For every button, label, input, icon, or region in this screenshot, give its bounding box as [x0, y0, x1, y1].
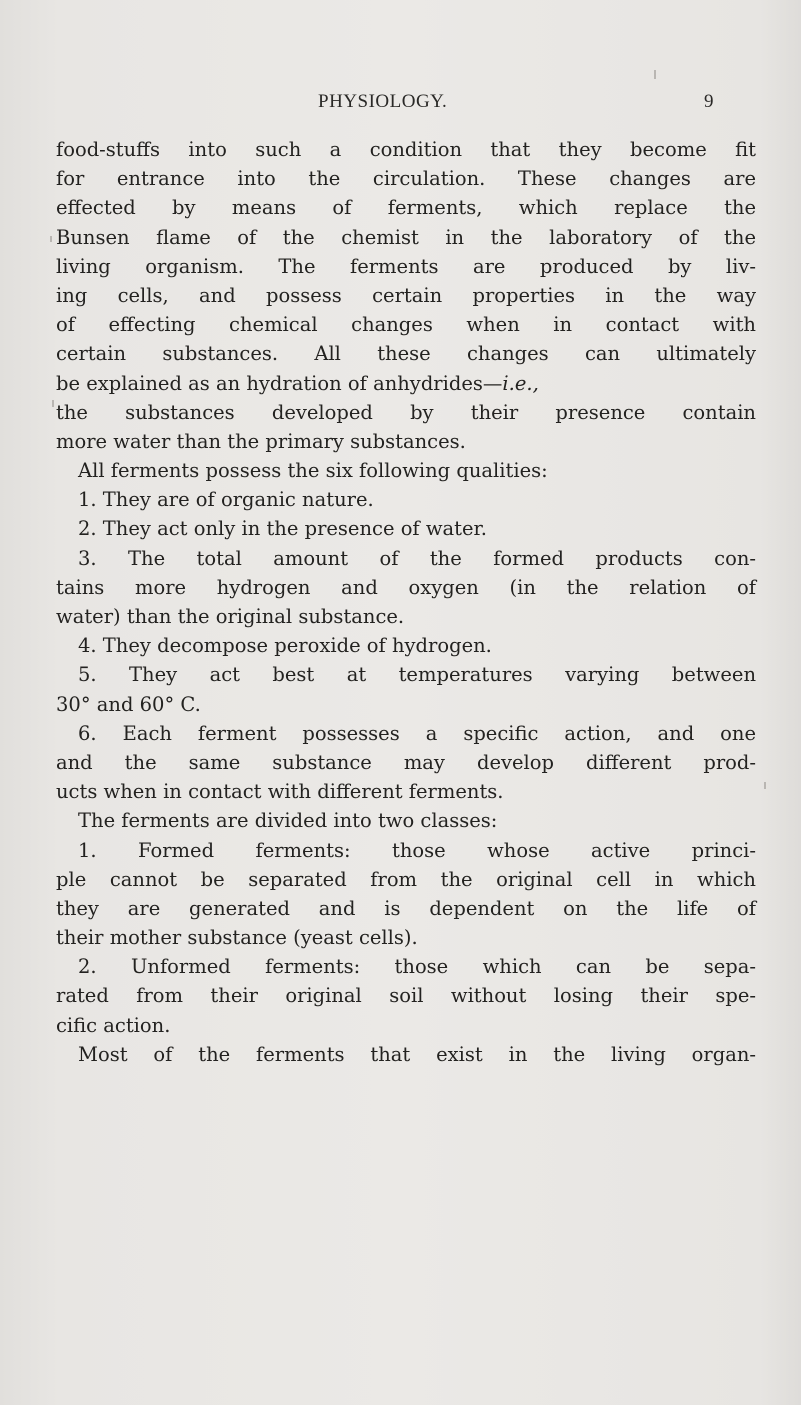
list-item: 5. They act best at temperatures varying between: [78, 663, 756, 687]
text-line: water) than the original substance.: [56, 605, 405, 628]
list-item: 6. Each ferment possesses a specific action, and one: [78, 721, 756, 745]
text-line: their mother substance (yeast cells).: [56, 926, 418, 950]
list-item: 2. Unformed ferments: those which can be sepa-: [78, 955, 756, 979]
text-line: they are generated and is dependent on the life of: [56, 896, 756, 920]
text-line: for entrance into the circulation. These changes are: [56, 167, 756, 191]
page-number: 9: [704, 91, 714, 112]
text-line: the substances developed by their presence contain: [56, 400, 756, 424]
text-line: tains more hydrogen and oxygen (in the relation of: [56, 575, 756, 599]
text-line: Most of the ferments that exist in the living organ-: [78, 1042, 756, 1066]
text-line: and the same substance may develop different prod-: [56, 750, 756, 774]
text-line: The ferments are divided into two classes:: [78, 809, 498, 833]
list-item: 1. They are of organic nature.: [78, 488, 374, 512]
text-line: living organism. The ferments are produced by liv-: [56, 254, 756, 278]
text-line: cific action.: [56, 1013, 171, 1037]
margin-speck: [764, 782, 766, 789]
text-line: ucts when in contact with different ferments.: [56, 780, 504, 804]
list-item: 1. Formed ferments: those whose active princi-: [78, 838, 756, 862]
text-line: [56, 369, 756, 398]
list-item: 2. They act only in the presence of water.: [78, 517, 487, 541]
text-segment: be explained as an hydration of anhydrides—: [56, 371, 503, 395]
list-item: 4. They decompose peroxide of hydrogen.: [78, 634, 492, 658]
page-header: [0, 91, 801, 115]
margin-speck: [52, 400, 54, 407]
text-line: certain substances. All these changes can ultimately: [56, 342, 756, 366]
running-head: PHYSIOLOGY.: [318, 91, 448, 112]
list-item: 3. The total amount of the formed products con-: [78, 546, 756, 570]
text-line: of effecting chemical changes when in contact with: [56, 313, 756, 337]
text-line: All ferments possess the six following qualities:: [78, 459, 548, 483]
margin-speck: [50, 236, 52, 242]
text-line: ing cells, and possess certain properties in the way: [56, 283, 756, 307]
italic-abbreviation: i.e.,: [502, 371, 539, 395]
body-text: [56, 135, 756, 1069]
text-line: effected by means of ferments, which replace the: [56, 196, 756, 220]
text-line: more water than the primary substances.: [56, 429, 466, 453]
text-line: ple cannot be separated from the original cell in which: [56, 867, 756, 891]
text-line: Bunsen flame of the chemist in the laboratory of the: [56, 225, 756, 249]
text-line: 30° and 60° C.: [56, 692, 201, 716]
margin-speck: [654, 70, 656, 79]
text-line: food-stuffs into such a condition that they become fit: [56, 138, 756, 161]
text-line: rated from their original soil without losing their spe-: [56, 984, 756, 1008]
